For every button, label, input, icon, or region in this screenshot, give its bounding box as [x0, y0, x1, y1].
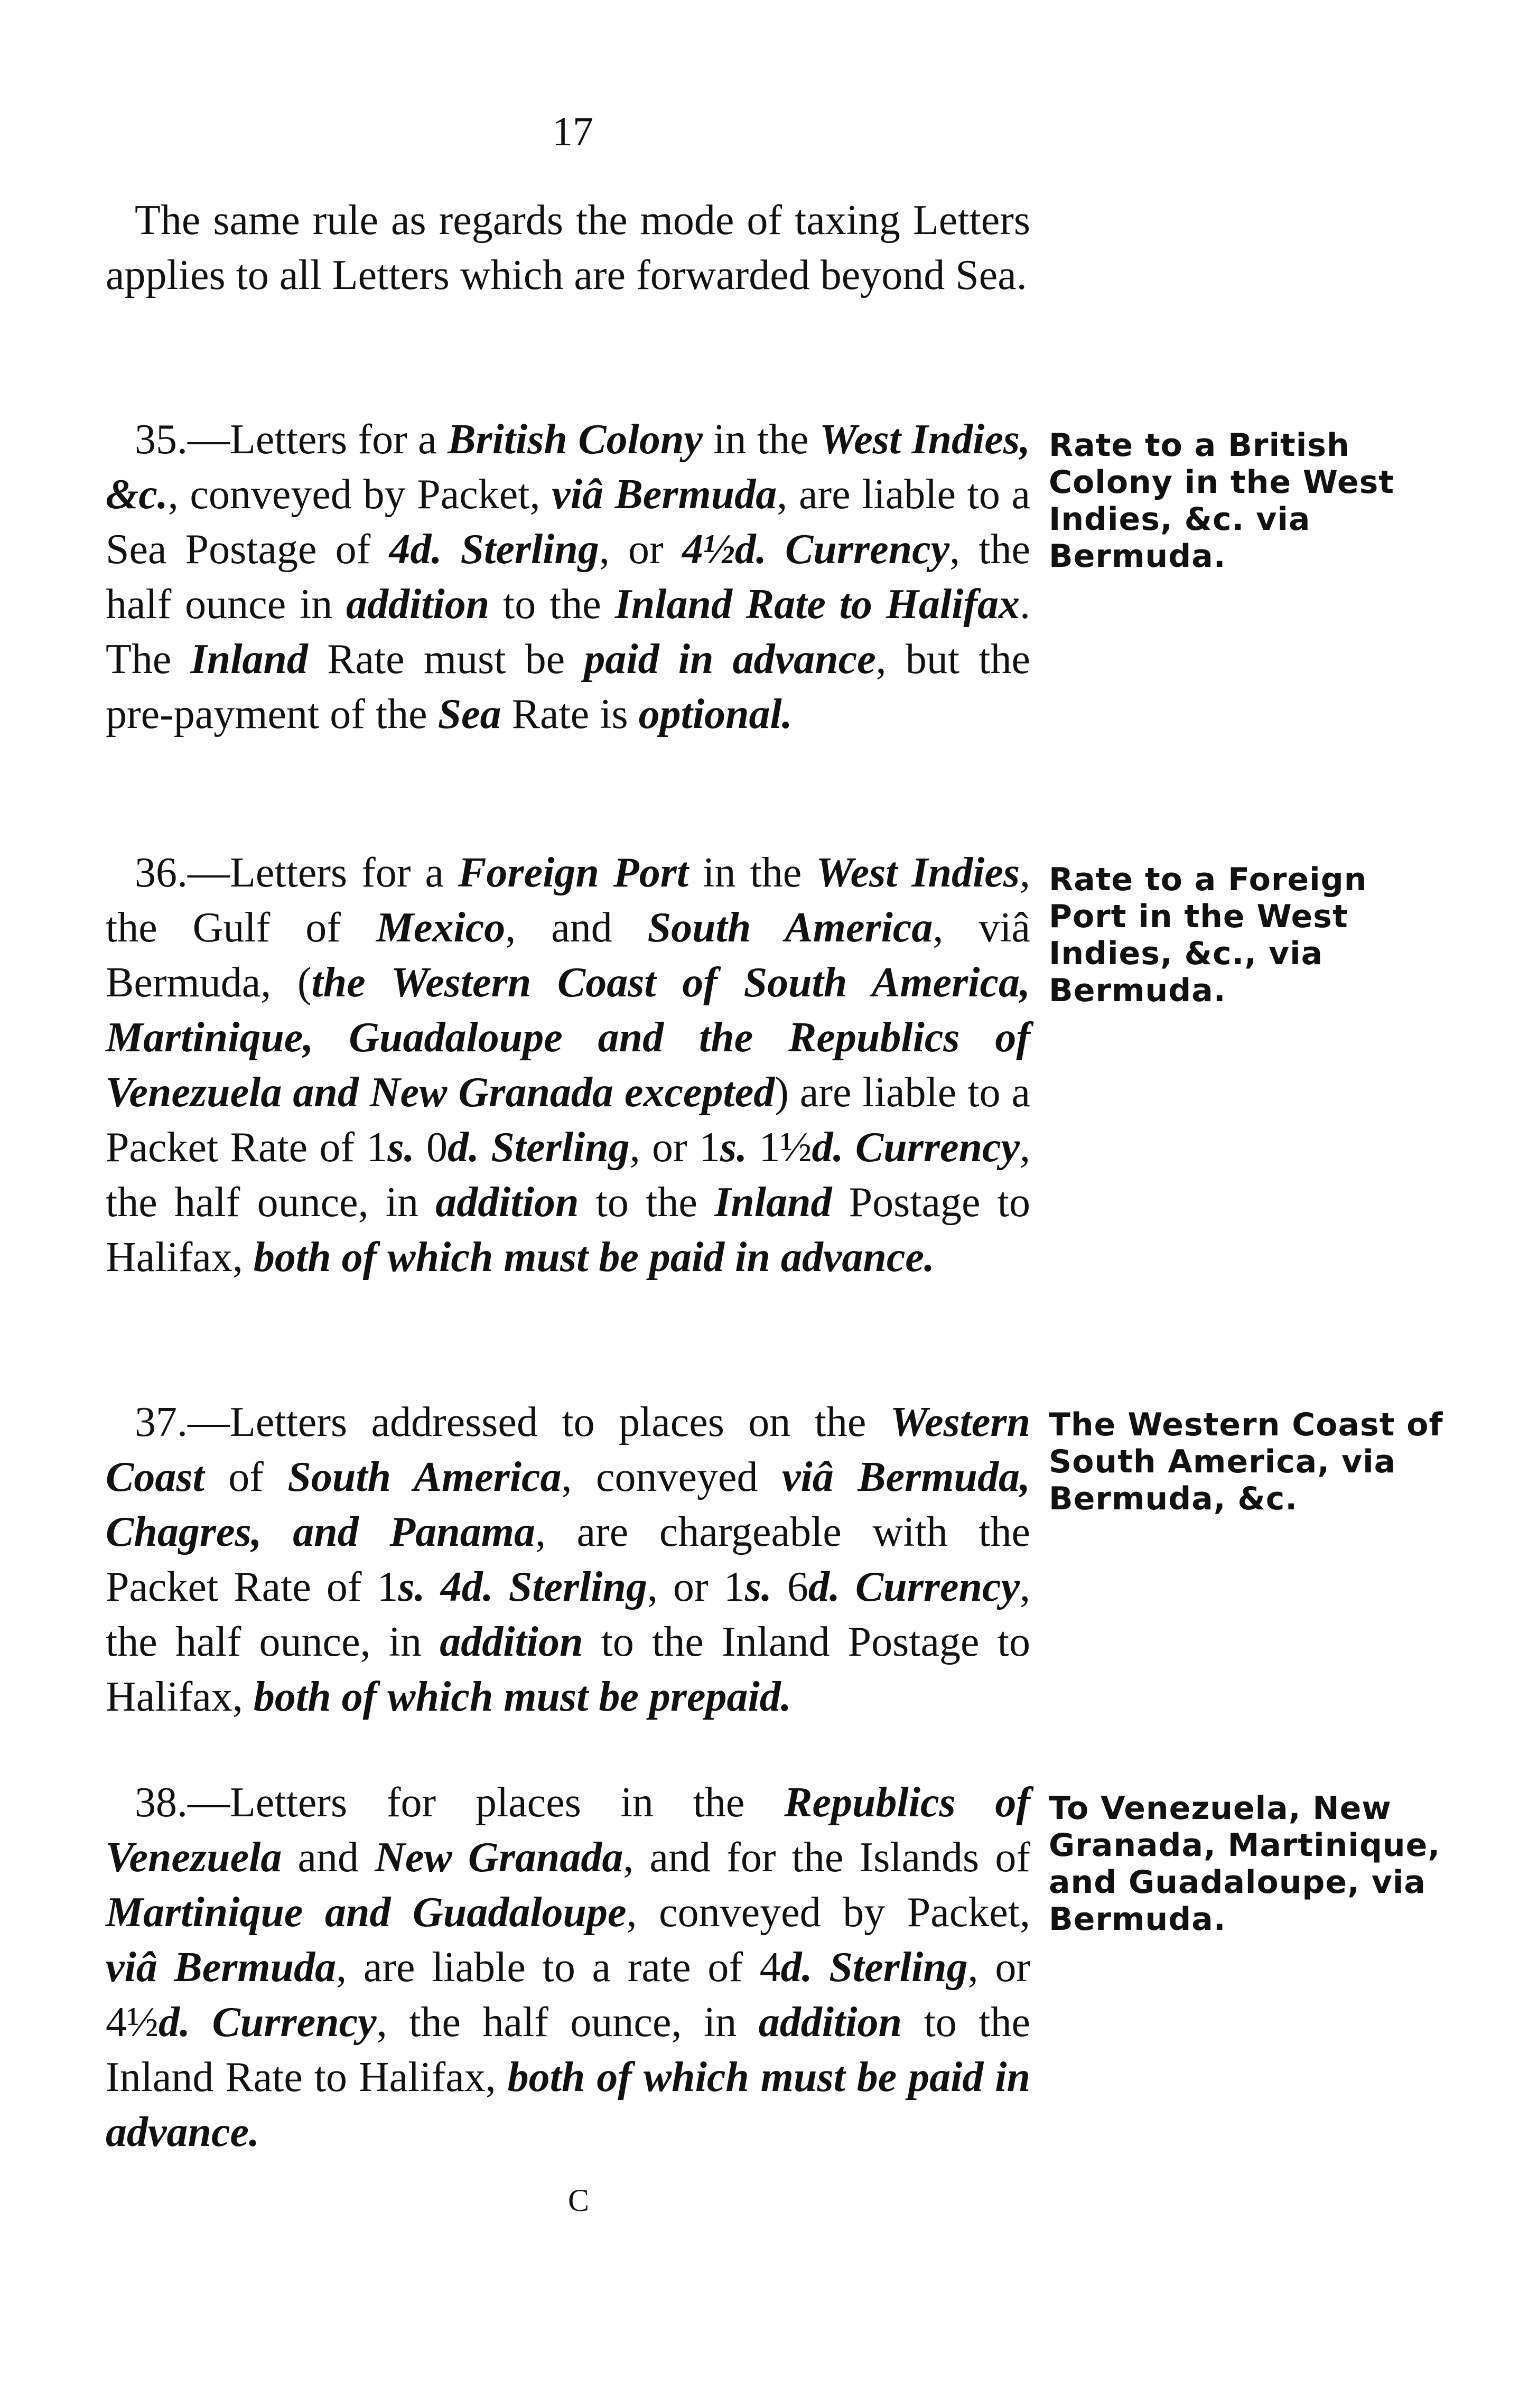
text-run: Inland [714, 1179, 832, 1226]
text-run: , conveyed by Packet, [626, 1889, 1030, 1936]
text-run: 37.—Letters addressed to places on the [135, 1399, 890, 1445]
text-run: South America [287, 1454, 562, 1500]
text-run: 35.—Letters for a [135, 416, 448, 463]
text-run: of [204, 1454, 288, 1500]
text-run: 38.—Letters for places in the [135, 1779, 785, 1826]
text-run: , or 1 [647, 1564, 745, 1610]
text-run: optional. [638, 691, 793, 738]
text-run: , and for the Islands of [623, 1834, 1030, 1881]
text-run: , the half ounce in [106, 526, 1031, 628]
text-run: both of which must be paid in advance. [253, 1234, 935, 1281]
text-run: , conveyed by Packet, [167, 471, 552, 518]
text-run: Inland Rate to Halifax [614, 581, 1020, 628]
text-run: paid in advance [584, 636, 876, 683]
text-run: addition [346, 581, 490, 628]
text-run: 6 [771, 1564, 808, 1610]
text-run: 4½d. Currency [682, 526, 950, 573]
text-run: . The [106, 581, 1031, 683]
text-run: d. Currency [808, 1564, 1020, 1610]
text-run: viâ Bermuda [106, 1944, 337, 1991]
text-run: d. Currency [812, 1124, 1020, 1171]
text-run: , are liable to a Sea Postage of [106, 471, 1031, 573]
text-run: , viâ Bermuda, ( [106, 904, 1031, 1006]
text-run: to the Inland Postage to Halifax, [106, 1619, 1030, 1720]
text-run: New Granada [375, 1834, 623, 1881]
text-run: the Western Coast of South America, Martinique, Guadaloupe and the Republics of Venezuela and New Granada excepted [106, 959, 1030, 1116]
text-run: and [282, 1834, 375, 1881]
text-run: , the half ounce, in [106, 1124, 1031, 1226]
text-run: , the half ounce, in [376, 1999, 759, 2046]
text-run: British Colony [448, 416, 703, 463]
text-run: in the [688, 850, 816, 896]
text-run: to the Inland Rate to Halifax, [106, 1999, 1030, 2101]
text-run: , or 1 [629, 1124, 721, 1171]
text-run: , but the pre-payment of the [106, 636, 1030, 738]
text-run: Inland [190, 636, 308, 683]
section-35-paragraph [106, 412, 1030, 742]
text-run: South America [647, 904, 933, 951]
text-run: , or 4½ [106, 1944, 1031, 2046]
text-run: , the half ounce, in [106, 1564, 1031, 1665]
text-run: 36.—Letters for a [135, 850, 459, 896]
section-37-sidenote: The Western Coast of South America, via Bermuda, &c. [1049, 1406, 1443, 1517]
text-run: d. Sterling [780, 1944, 968, 1991]
section-36-sidenote: Rate to a Foreign Port in the West Indies, &c., via Bermuda. [1049, 861, 1367, 1009]
section-36-paragraph [106, 845, 1030, 1285]
section-38-sidenote: To Venezuela, New Granada, Martinique, and Guadaloupe, via Bermuda. [1049, 1790, 1441, 1938]
text-run: West Indies, &c. [106, 416, 1030, 518]
text-run: Postage to Halifax, [106, 1179, 1031, 1281]
text-run: s. 4d. Sterling [398, 1564, 648, 1610]
text-run: to the [489, 581, 615, 628]
text-run: , conveyed [561, 1454, 782, 1500]
section-35-sidenote: Rate to a British Colony in the West Indies, &c. via Bermuda. [1049, 427, 1395, 575]
text-run: Foreign Port [458, 850, 689, 896]
section-38-paragraph [106, 1775, 1030, 2160]
text-run: Rate must be [307, 636, 584, 683]
text-run: Martinique and Guadaloupe [106, 1889, 627, 1936]
text-run: , and [505, 904, 648, 951]
text-run: s. [387, 1124, 415, 1171]
text-run: addition [435, 1179, 579, 1226]
text-run: , are liable to a rate of 4 [336, 1944, 781, 1991]
page-number: 17 [552, 108, 593, 154]
text-run: d. Sterling [448, 1124, 630, 1171]
text-run: addition [440, 1619, 583, 1665]
text-run: 4d. Sterling [389, 526, 599, 573]
text-run: to the [579, 1179, 715, 1226]
text-run: viâ Bermuda [552, 471, 777, 518]
text-run: viâ Bermuda, Chagres, and Panama [106, 1454, 1030, 1555]
text-run: both of which must be prepaid. [253, 1674, 791, 1720]
text-run: in the [702, 416, 820, 463]
text-run: 1½ [747, 1124, 812, 1171]
text-run: , or [599, 526, 682, 573]
text-run: Mexico [376, 904, 506, 951]
text-run: both of which must be paid in advance. [106, 2054, 1031, 2155]
text-run: , are chargeable with the Packet Rate of 1 [106, 1509, 1031, 1610]
text-run: West Indies [816, 850, 1020, 896]
text-run: Rate is [501, 691, 639, 738]
intro-paragraph: The same rule as regards the mode of taxing Letters applies to all Letters which are forwarded beyond Sea. [106, 197, 1030, 298]
text-run: s. [720, 1124, 748, 1171]
text-run: Republics of Venezuela [106, 1779, 1031, 1881]
text-run: Sea [437, 691, 501, 738]
text-run: s. [744, 1564, 772, 1610]
text-run: Western Coast [106, 1399, 1030, 1500]
text-run: 0 [414, 1124, 448, 1171]
section-37-paragraph [106, 1395, 1030, 1724]
text-run: d. Currency [159, 1999, 377, 2046]
signature-mark: C [568, 2183, 590, 2218]
text-run: addition [758, 1999, 902, 2046]
text-run: , the Gulf of [106, 850, 1031, 951]
text-run: ) are liable to a Packet Rate of 1 [106, 1069, 1030, 1171]
